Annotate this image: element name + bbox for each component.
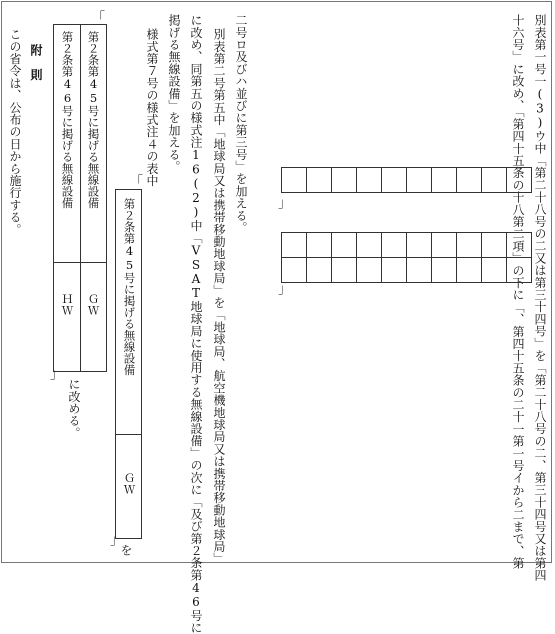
text-line-3: 二号ロ及びハ並びに第三号」を加える。 bbox=[234, 14, 248, 234]
table-right-value: ＧＷ bbox=[122, 472, 137, 495]
empty-grid-table-1 bbox=[281, 167, 532, 193]
text-line-1: 別表第一号一(3)ウ中「第二十八号の二又は第三十四号」を「第二十八号の二、第三十四号又は第四 bbox=[533, 14, 547, 582]
text-line-7: 様式第７号の様式注４の表中 bbox=[145, 28, 159, 187]
table-left-row1-label: 第２条第45号に掲げる無線設備 bbox=[86, 31, 101, 209]
kaimeru-text: に改める。 bbox=[67, 378, 81, 439]
table-left-row2-label: 第２条第46号に掲げる無線設備 bbox=[60, 31, 75, 209]
text-line-6: 掲げる無線設備」を加える。 bbox=[167, 14, 181, 173]
empty-grid-table-2 bbox=[281, 232, 532, 283]
close-bracket-left-table: 」 bbox=[50, 367, 64, 382]
open-bracket-left-table: 「 bbox=[92, 11, 106, 26]
table-left-row1-value: ＧＷ bbox=[86, 293, 101, 316]
open-bracket-right-table: 「 bbox=[130, 175, 144, 190]
text-line-2: 十六号」に改め、「第四十五条の十八第二項」の下に「、第四十五条の二十一第一号イから二まで、第 bbox=[511, 14, 525, 570]
table-right bbox=[115, 189, 142, 539]
bracket-mark-2: 」 bbox=[278, 282, 292, 297]
bracket-mark-1: 」 bbox=[278, 196, 292, 211]
appendix-heading: 附 則 bbox=[29, 44, 43, 81]
close-bracket-right-table: 」 bbox=[110, 533, 124, 548]
text-line-5: に改め、同第五の様式注16(2)中「VSAT地球局に使用する無線設備」の次に「及び第２条第46号に bbox=[189, 14, 203, 634]
trailing-wo: を bbox=[119, 544, 133, 557]
table-left-row2-value: ＨＷ bbox=[60, 293, 75, 316]
table-left bbox=[53, 24, 107, 372]
text-line-4: 別表第二号第五中「地球局又は携帯移動地球局」を「地球局、航空機地球局又は携帯移動地球局」 bbox=[212, 28, 226, 565]
appendix-text: この省令は、公布の日から施行する。 bbox=[8, 28, 22, 236]
table-right-label: 第２条第45号に掲げる無線設備 bbox=[122, 198, 137, 376]
